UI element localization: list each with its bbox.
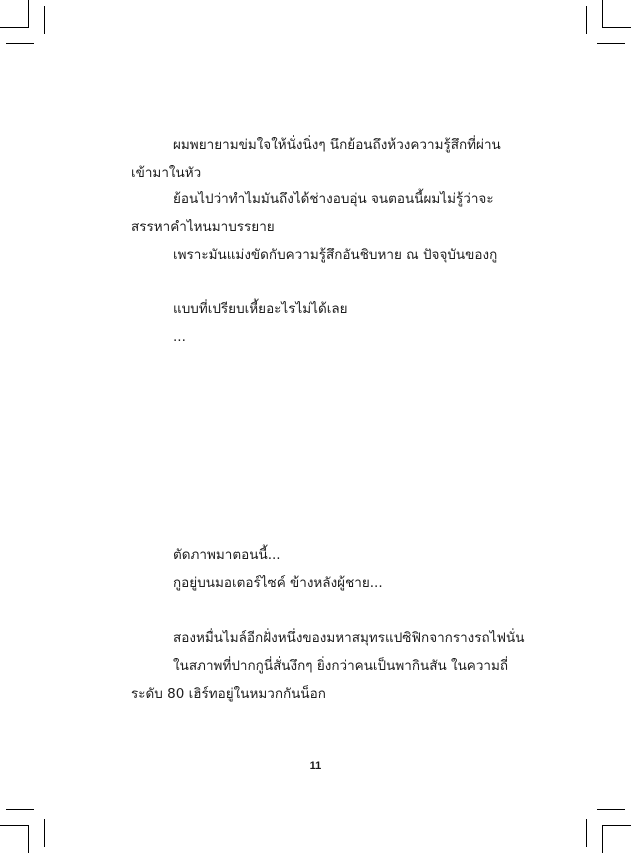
paragraph-line: แบบที่เปรียบเหี้ยอะไรไม่ได้เลย (173, 301, 348, 317)
page-number: 11 (309, 760, 322, 772)
paragraph-line: ระดับ 80 เฮิร์ทอยู่ในหมวกกันน็อก (131, 686, 326, 702)
crop-mark (44, 6, 45, 34)
paragraph-line: เข้ามาในหัว (131, 165, 202, 181)
crop-mark (597, 43, 625, 44)
paragraph-line: เพราะมันแม่งขัดกับความรู้สึกอันชิบหาย ณ ปัจจุบันของกู (173, 247, 498, 263)
crop-mark (28, 825, 29, 853)
ellipsis-line: ... (173, 329, 186, 345)
crop-mark (44, 819, 45, 847)
paragraph-line: ในสภาพที่ปากกูนี่สั่นงึกๆ ยิ่งกว่าคนเป็นพากินสัน ในความถี่ (173, 658, 509, 674)
crop-mark (6, 809, 34, 810)
crop-mark (603, 27, 631, 28)
paragraph-line: กูอยู่บนมอเตอร์ไซค์ ข้างหลังผู้ชาย... (173, 575, 383, 591)
paragraph-line: สรรหาคำไหนมาบรรยาย (131, 219, 275, 235)
crop-mark (603, 825, 631, 826)
crop-mark (0, 27, 28, 28)
paragraph-line: ตัดภาพมาตอนนี้... (173, 547, 281, 563)
crop-mark (0, 825, 28, 826)
crop-mark (597, 809, 625, 810)
paragraph-line: ย้อนไปว่าทำไมมันถึงได้ช่างอบอุ่น จนตอนนี้ผมไม่รู้ว่าจะ (173, 191, 494, 207)
crop-mark (6, 43, 34, 44)
crop-mark (602, 0, 603, 28)
crop-mark (602, 825, 603, 853)
crop-mark (586, 819, 587, 847)
crop-mark (586, 6, 587, 34)
paragraph-line: สองหมื่นไมล์อีกฝั่งหนึ่งของมหาสมุทรแปซิฟิกจากรางรถไฟนั่น (173, 630, 525, 646)
paragraph-line: ผมพยายามข่มใจให้นั่งนิ่งๆ นึกย้อนถึงห้วงความรู้สึกที่ผ่าน (173, 137, 501, 153)
crop-mark (28, 0, 29, 28)
